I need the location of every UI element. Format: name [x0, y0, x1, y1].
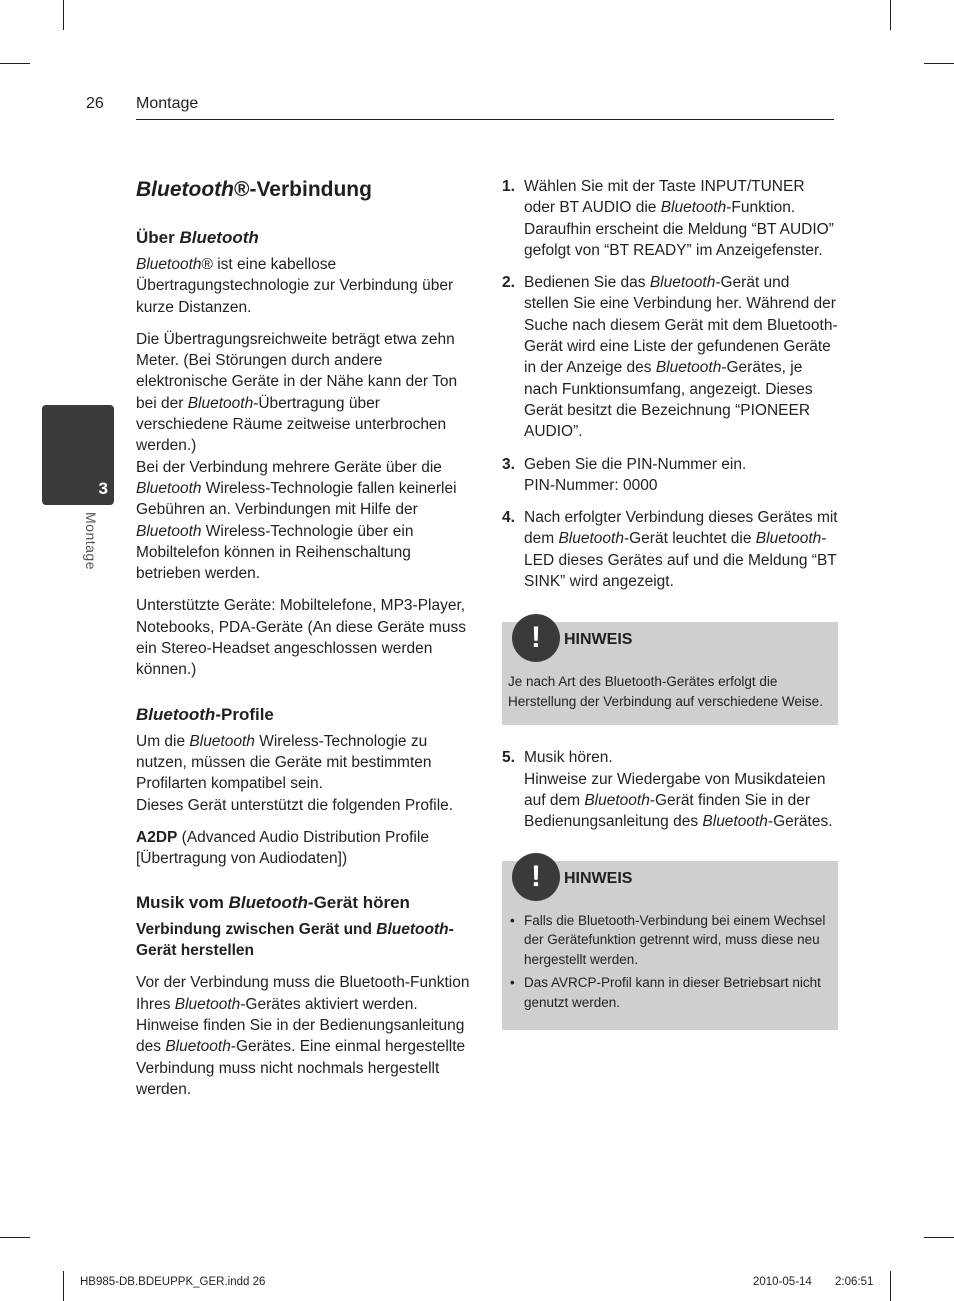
- note-title: HINWEIS: [564, 869, 633, 887]
- list-item: 3. Geben Sie die PIN-Nummer ein. PIN-Nummer: 0000: [502, 455, 747, 494]
- list-item: 1. Wählen Sie mit der Taste INPUT/TUNER oder BT AUDIO die Bluetooth-Funktion. Daraufhin erscheint die Meldung “BT AUDIO” gefolgt von “BT READY” im Anzeigefenster.: [502, 178, 834, 259]
- note-title: HINWEIS: [564, 631, 633, 649]
- music-heading: Musik vom Bluetooth-Gerät hören: [136, 893, 410, 913]
- chapter-tab: [42, 405, 114, 505]
- steps-list-continued: [502, 747, 838, 832]
- about-paragraph: Bluetooth® ist eine kabellose Übertragungstechnologie zur Verbindung über kurze Distanzen.: [136, 256, 454, 316]
- chapter-label: Montage: [83, 512, 99, 570]
- page-number: 26: [86, 95, 104, 112]
- list-item: 4. Nach erfolgter Verbindung dieses Gerätes mit dem Bluetooth-Gerät leuchtet die Bluetooth-LED dieses Gerätes auf und die Meldung “BT SINK” wird angezeigt.: [502, 509, 838, 591]
- header-rule: [136, 119, 834, 120]
- note-list: [508, 911, 832, 1013]
- page-title: Bluetooth®-Verbindung: [136, 178, 372, 201]
- footer-time: 2:06:51: [835, 1276, 874, 1288]
- steps-list: [502, 176, 838, 592]
- crop-mark: [924, 63, 954, 64]
- list-item: 5. Musik hören. Hinweise zur Wiedergabe von Musikdateien auf dem Bluetooth-Gerät finden Sie in der Bedienungsanleitung des Bluetooth-Gerätes.: [502, 749, 833, 831]
- supported-devices-paragraph: Unterstützte Geräte: Mobiltelefone, MP3-Player, Notebooks, PDA-Geräte (An diese Geräte muss ein Stereo-Headset angeschlossen werden können.): [136, 597, 466, 679]
- note-box: [502, 622, 838, 725]
- list-item: • Falls die Bluetooth-Verbindung bei einem Wechsel der Gerätefunktion getrennt wird, muss diese neu hergestellt werden.: [508, 911, 832, 970]
- footer-date: 2010-05-14: [753, 1276, 812, 1288]
- crop-mark: [63, 1271, 64, 1301]
- about-heading: Über Bluetooth: [136, 228, 259, 247]
- crop-mark: [890, 0, 891, 30]
- list-item: • Das AVRCP-Profil kann in dieser Betriebsart nicht genutzt werden.: [508, 973, 832, 1012]
- exclamation-icon: !: [512, 614, 560, 662]
- connect-subheading: Verbindung zwischen Gerät und Bluetooth-Gerät herstellen: [136, 921, 454, 960]
- crop-mark: [890, 1271, 891, 1301]
- crop-mark: [0, 63, 30, 64]
- crop-mark: [924, 1237, 954, 1238]
- chapter-number: 3: [98, 479, 108, 498]
- running-header: Montage: [136, 95, 199, 112]
- range-paragraph: Die Übertragungsreichweite beträgt etwa zehn Meter. (Bei Störungen durch andere elektronische Geräte in der Nähe kann der Ton bei der Bluetooth-Übertragung über verschiedene Räume zeitweise unterbrochen werden.) Bei der Verbindung mehrere Geräte über die Bluetooth Wireless-Technologie fallen keinerlei Gebühren an. Verbindungen mit Hilfe der Bluetooth Wireless-Technologie über ein Mobiltelefon können in Reihenschaltung betrieben werden.: [136, 330, 458, 583]
- left-column: [136, 176, 472, 1111]
- a2dp-paragraph: A2DP (Advanced Audio Distribution Profile [Übertragung von Audiodaten]): [136, 828, 429, 868]
- profile-heading: Bluetooth-Profile: [136, 704, 274, 724]
- footer-file: HB985-DB.BDEUPPK_GER.indd 26: [80, 1276, 266, 1288]
- exclamation-icon: !: [512, 853, 560, 901]
- connect-paragraph: Vor der Verbindung muss die Bluetooth-Funktion Ihres Bluetooth-Gerätes aktiviert werden. Hinweise finden Sie in der Bedienungsanleitung des Bluetooth-Gerätes. Eine einmal hergestellte Verbindung muss nicht nochmals hergestellt werden.: [136, 974, 470, 1098]
- right-column: [502, 176, 838, 1052]
- crop-mark: [0, 1237, 30, 1238]
- note-box: [502, 861, 838, 1031]
- note-text: Je nach Art des Bluetooth-Gerätes erfolgt die Herstellung der Verbindung auf verschiedene Weise.: [508, 674, 823, 709]
- crop-mark: [63, 0, 64, 30]
- list-item: 2. Bedienen Sie das Bluetooth-Gerät und stellen Sie eine Verbindung her. Während der Suche nach diesem Gerät mit dem Bluetooth-Gerät wird eine Liste der gefundenen Geräte in der Anzeige des Bluetooth-Gerätes, je nach Funktionsumfang, angezeigt. Dieses Gerät besitzt die Bezeichnung “PIONEER AUDIO”.: [502, 274, 838, 441]
- profile-paragraph: Um die Bluetooth Wireless-Technologie zu nutzen, müssen die Geräte mit bestimmten Profilarten kompatibel sein. Dieses Gerät unterstützt die folgenden Profile.: [136, 732, 454, 814]
